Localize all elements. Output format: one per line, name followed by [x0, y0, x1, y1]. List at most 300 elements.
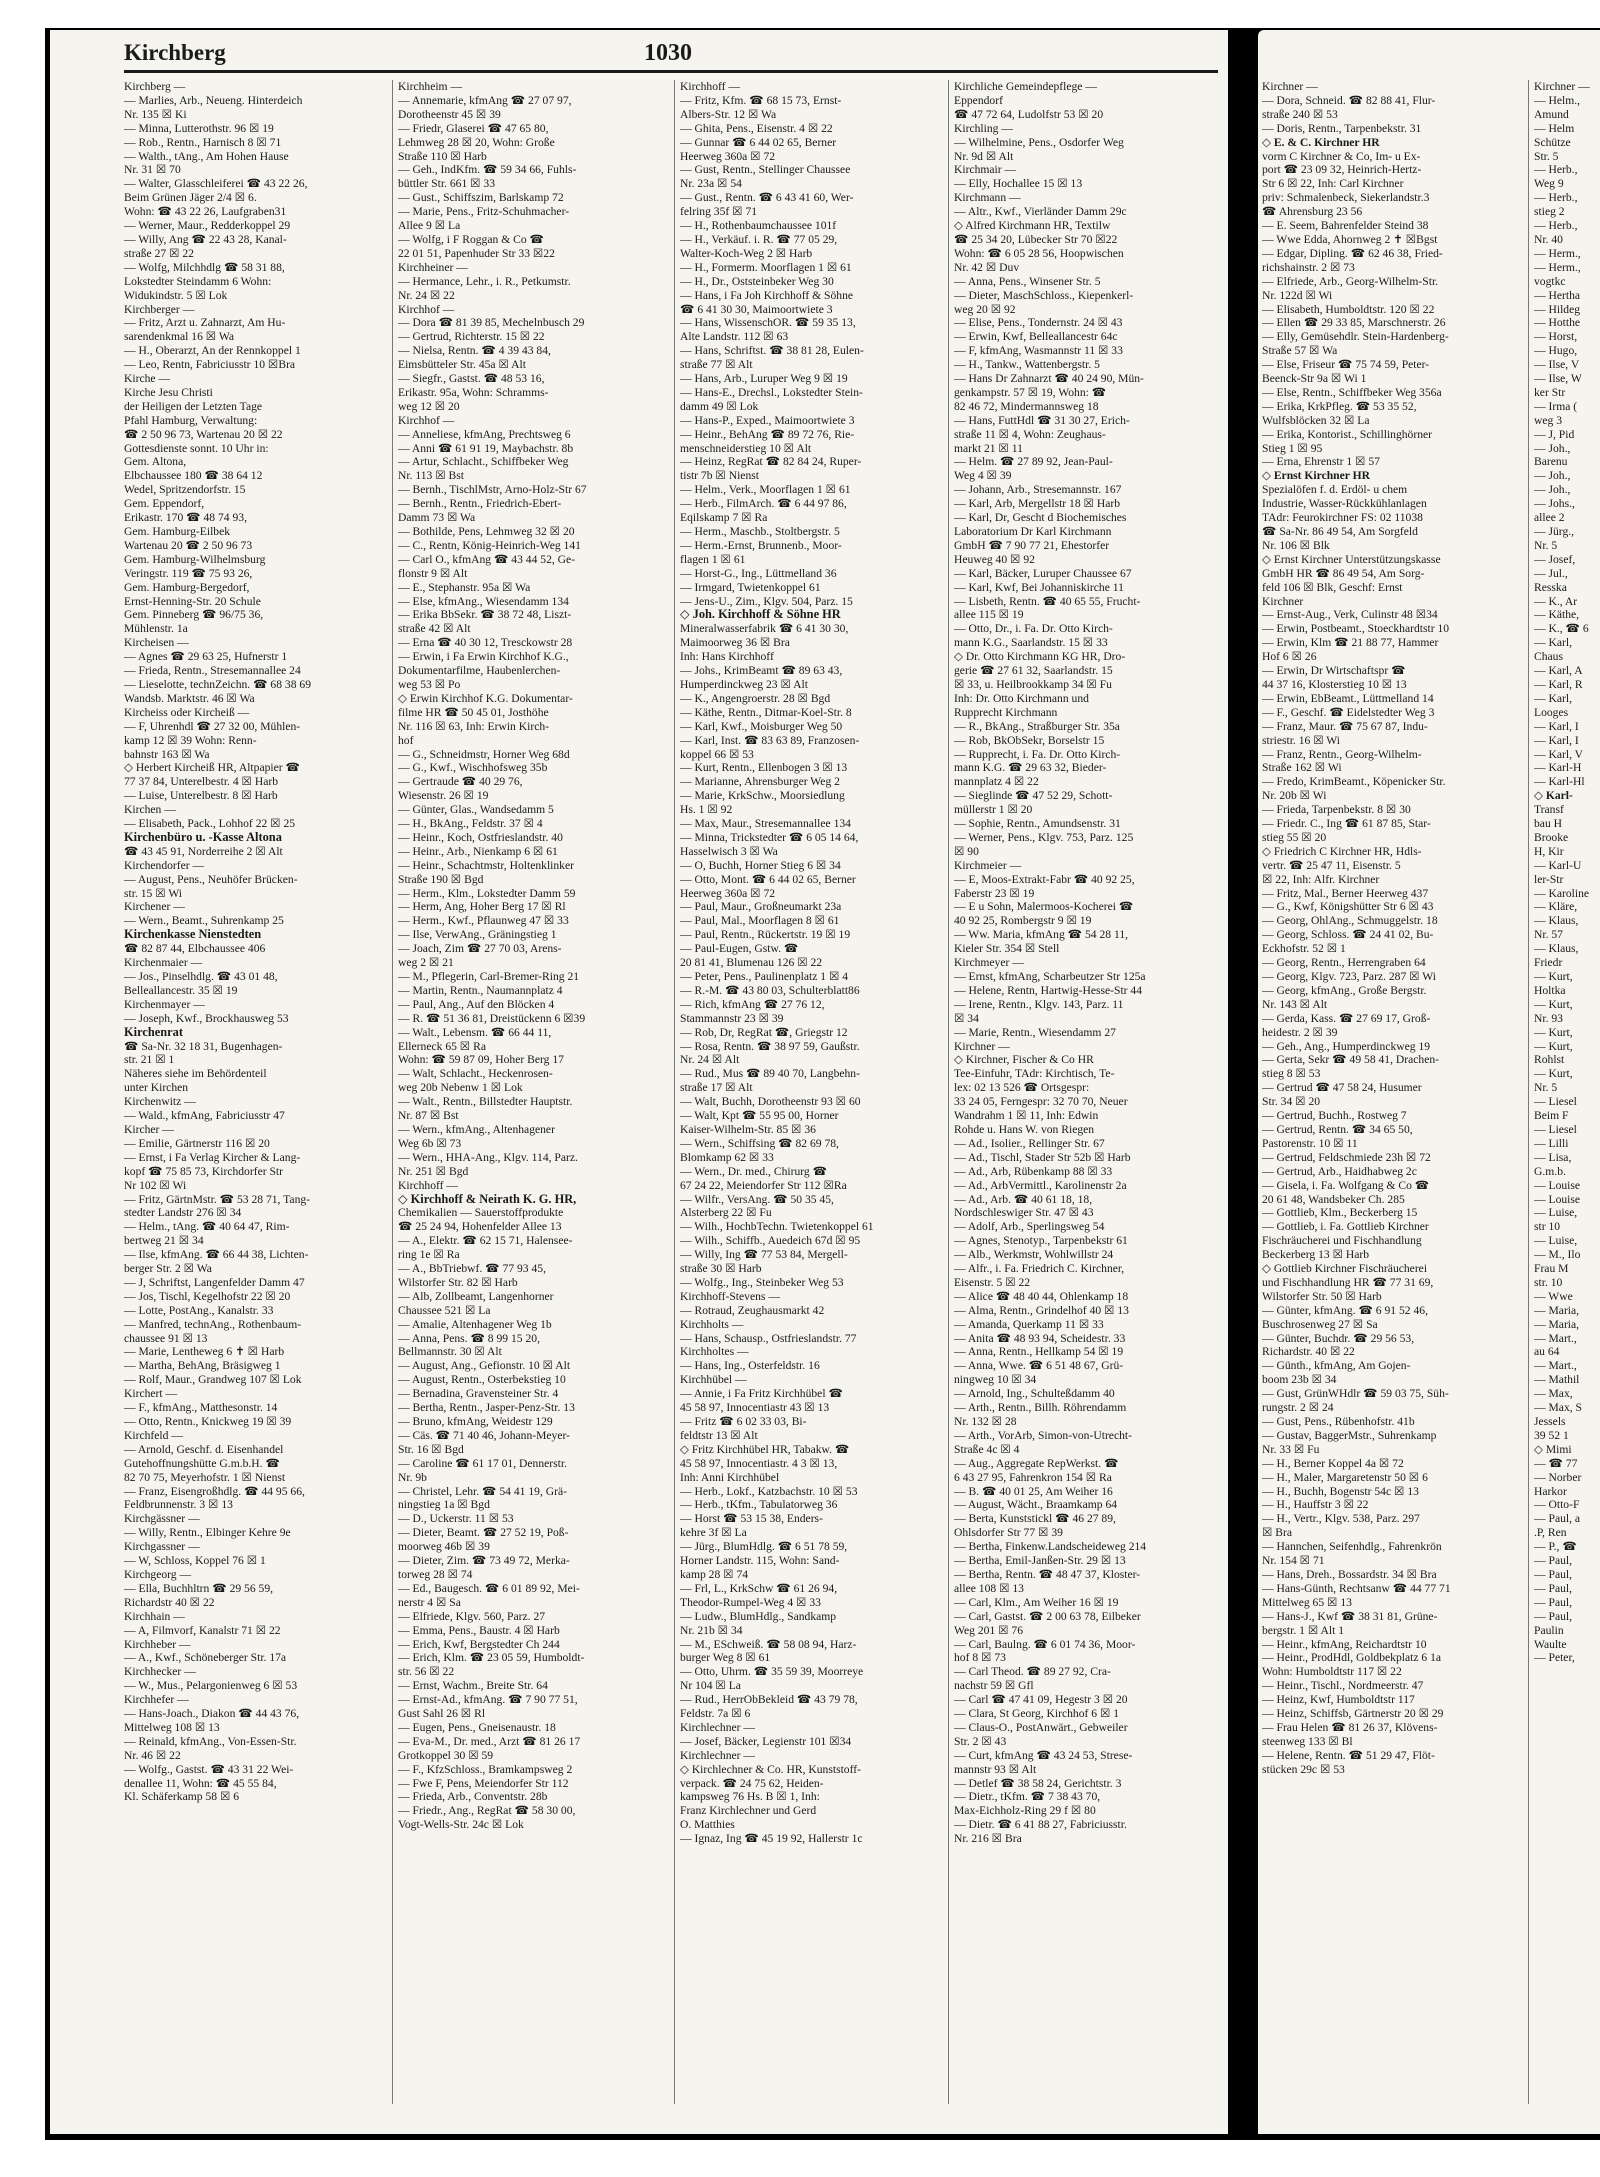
directory-entry-line: Belleallancestr. 35 ☒ 19 [124, 983, 238, 997]
directory-entry-line: müllerstr 1 ☒ 20 [954, 803, 1033, 817]
directory-entry-line: rungstr. 2 ☒ 24 [1262, 1401, 1334, 1415]
directory-entry-line: Franz Kirchlechner und Gerd [680, 1804, 817, 1818]
directory-entry-line: — Hotthe [1534, 316, 1581, 330]
directory-entry-line: Str. 16 ☒ Bgd [398, 1442, 464, 1456]
directory-entry-line: — Herb., [1534, 191, 1578, 205]
directory-entry-line: — Carl, Gastst. ☎ 2 00 63 78, Eilbeker [954, 1609, 1141, 1623]
directory-entry-line: — E u Sohn, Malermoos-Kocherei ☎ [954, 900, 1134, 914]
directory-entry-line: Straße 57 ☒ Wa [1262, 344, 1338, 358]
directory-entry-line: Stieg 1 ☒ 95 [1262, 441, 1323, 455]
directory-entry-line: — W., Mus., Pelargonienweg 6 ☒ 53 [124, 1679, 298, 1693]
directory-entry-line: mannstr 93 ☒ Alt [954, 1762, 1037, 1776]
directory-entry-line: — Hans, Dreh., Bossardstr. 34 ☒ Bra [1262, 1567, 1437, 1581]
directory-entry-line: Kirchenkasse Nienstedten [124, 928, 262, 942]
directory-entry-line: — Ella, Buchhltrn ☎ 29 56 59, [124, 1581, 274, 1595]
directory-entry-line: — Frieda, Rentn., Stresemannallee 24 [124, 664, 301, 678]
directory-entry-line: — K., Ar [1534, 594, 1578, 608]
column-divider [948, 80, 949, 2104]
directory-entry-line: — Elisabeth, Humboldtstr. 120 ☒ 22 [1262, 302, 1435, 316]
directory-entry-line: — Karl-Hl [1534, 775, 1585, 789]
directory-entry-line: 77 37 84, Unterelbestr. 4 ☒ Harb [124, 775, 278, 789]
directory-entry-line: kampsweg 76 Hs. B ☒ 1, Inh: [680, 1790, 820, 1804]
directory-entry-line: — F, kfmAng, Wasmannstr 11 ☒ 33 [954, 344, 1123, 358]
directory-entry-line: ningweg 10 ☒ 34 [954, 1373, 1037, 1387]
directory-entry-line: — Agnes ☎ 29 63 25, Hufnerstr 1 [124, 650, 288, 664]
directory-entry-line: — Gertrud, Feldschmiede 23h ☒ 72 [1262, 1150, 1431, 1164]
directory-entry-line: — August, Pens., Neuhöfer Brücken- [124, 872, 298, 886]
directory-entry-line: — Wern., HHA-Ang., Klgv. 114, Parz. [398, 1150, 578, 1164]
directory-entry-line: — Arnold, Ing., Schulteßdamm 40 [954, 1387, 1115, 1401]
directory-entry-line: — Amalie, Altenhagener Weg 1b [398, 1317, 552, 1331]
directory-entry-line: — ☎ 77 [1534, 1456, 1578, 1470]
directory-entry-line: Looges [1534, 705, 1569, 719]
directory-entry-line: heidestr. 2 ☒ 39 [1262, 1025, 1338, 1039]
directory-entry-line: Kirchmann — [954, 191, 1021, 205]
directory-entry-line: Kirchholts — [680, 1317, 744, 1331]
directory-entry-line: — Paul, Rentn., Rückertstr. 19 ☒ 19 [680, 928, 851, 942]
directory-entry-line: — Franz, Rentn., Georg-Wilhelm- [1262, 747, 1422, 761]
directory-entry-line: — Peter, Pens., Paulinenplatz 1 ☒ 4 [680, 970, 849, 983]
directory-entry-line: — Herm., Kwf., Pflaunweg 47 ☒ 33 [398, 914, 569, 928]
directory-entry-line: — Rob., Rentn., Harnisch 8 ☒ 71 [124, 135, 282, 149]
directory-entry-line: ◇ Ernst Kirchner Unterstützungskasse [1262, 552, 1441, 566]
directory-entry-line: Wiesenstr. 26 ☒ 19 [398, 789, 489, 803]
directory-entry-line: — Heinr., kfmAng, Reichardtstr 10 [1262, 1637, 1427, 1651]
directory-entry-line: — Eugen, Pens., Gneisenaustr. 18 [398, 1720, 556, 1734]
directory-entry-line: Kieler Str. 354 ☒ Stell [954, 942, 1060, 956]
directory-entry-line: boom 23b ☒ 34 [1262, 1373, 1337, 1387]
directory-entry-line: — Sieglinde ☎ 47 52 29, Schott- [954, 789, 1113, 803]
directory-entry-line: — Elfriede, Klgv. 560, Parz. 27 [398, 1609, 546, 1623]
directory-column-2 [398, 80, 668, 2122]
directory-entry-line: Waulte [1534, 1637, 1567, 1651]
directory-entry-line: — Hugo, [1534, 344, 1578, 358]
directory-entry-line: ☎ 82 87 44, Elbchaussee 406 [124, 942, 266, 956]
directory-entry-line: ☎ Ahrensburg 23 56 [1262, 205, 1363, 219]
directory-entry-line: — Hans-P., Exped., Maimoortwiete 3 [680, 413, 855, 427]
directory-entry-line: Ellerneck 65 ☒ Ra [398, 1039, 486, 1053]
directory-entry-line: — Hans, i Fa Joh Kirchhoff & Söhne [680, 288, 854, 302]
directory-entry-line: — Herm., [1534, 246, 1581, 260]
directory-entry-line: Veringstr. 119 ☎ 75 93 26, [124, 566, 253, 580]
directory-entry-line: Kirchhain — [124, 1609, 185, 1623]
directory-entry-line: allee 115 ☒ 19 [954, 608, 1024, 622]
directory-entry-line: Wohn: ☎ 6 05 28 56, Hoopwischen [954, 246, 1124, 260]
directory-entry-line: — Bernh., Rentn., Friedrich-Ebert- [398, 497, 562, 511]
directory-entry-line: — Wilfr., VersAng. ☎ 50 35 45, [680, 1192, 834, 1206]
directory-entry-line: genkampstr. 57 ☒ 19, Wohn: ☎ [954, 385, 1107, 399]
directory-entry-line: — Gertrud, Buchh., Rostweg 7 [1262, 1109, 1407, 1123]
directory-entry-line: mann K.G., Saarlandstr. 15 ☒ 33 [954, 636, 1108, 650]
directory-entry-line: stedter Landstr 276 ☒ 34 [124, 1206, 242, 1220]
directory-entry-line: — Günter, Glas., Wandsedamm 5 [398, 803, 554, 817]
directory-entry-line: — Paul, Ang., Auf den Blöcken 4 [398, 997, 555, 1011]
directory-entry-line: Kirchhefer — [124, 1693, 189, 1707]
directory-entry-line: Nr. 40 [1534, 232, 1563, 246]
directory-entry-line: straße 30 ☒ Harb [680, 1262, 762, 1276]
directory-entry-line: Kirchhoff — [680, 80, 740, 93]
directory-entry-line: — Walt, Kpt ☎ 55 95 00, Horner [680, 1109, 839, 1123]
directory-entry-line: — Friedr, Glaserei ☎ 47 65 80, [398, 121, 549, 135]
directory-entry-line: — Gottlieb, Klm., Beckerberg 15 [1262, 1206, 1418, 1220]
directory-entry-line: ningstieg 1a ☒ Bgd [398, 1498, 490, 1512]
directory-entry-line: Nr. 20b ☒ Wi [1262, 789, 1327, 803]
directory-entry-line: Nr. 132 ☒ 28 [954, 1415, 1017, 1428]
directory-entry-line: — Günter, kfmAng. ☎ 6 91 52 46, [1262, 1303, 1428, 1317]
directory-entry-line: — Lotte, PostAng., Kanalstr. 33 [124, 1303, 274, 1317]
directory-entry-line: Kirche — [124, 372, 171, 386]
directory-entry-line: — Horst-G., Ing., Lüttmelland 36 [680, 566, 837, 580]
directory-entry-line: Beckerberg 13 ☒ Harb [1262, 1248, 1370, 1262]
directory-entry-line: Erikastr. 170 ☎ 48 74 93, [124, 511, 247, 525]
directory-entry-line: — Ernst, kfmAng, Scharbeutzer Str 125a [954, 970, 1146, 983]
directory-entry-line: — Minna, Trickstedter ☎ 6 05 14 64, [680, 830, 859, 844]
directory-entry-line: — Kläre, [1534, 900, 1578, 914]
directory-entry-line: Humperdinckweg 23 ☒ Alt [680, 677, 808, 691]
directory-entry-line: O. Matthies [680, 1818, 735, 1832]
directory-entry-line: Kirchheber — [124, 1637, 191, 1651]
directory-entry-line: port ☎ 23 09 32, Heinrich-Hertz- [1262, 163, 1422, 177]
directory-entry-line: — Edgar, Dipling. ☎ 62 46 38, Fried- [1262, 246, 1443, 260]
directory-entry-line: weg 20 ☒ 92 [954, 302, 1016, 316]
directory-entry-line: ◇ Dr. Otto Kirchmann KG HR, Dro- [954, 650, 1126, 664]
directory-entry-line: Gem. Eppendorf, [124, 497, 205, 511]
directory-entry-line: — August, Ang., Gefionstr. 10 ☒ Alt [398, 1359, 571, 1373]
directory-entry-line: — Karl-U [1534, 858, 1582, 872]
directory-entry-line: Hasselwisch 3 ☒ Wa [680, 844, 778, 858]
directory-entry-line: — Gertrud, Arb., Haidhabweg 2c [1262, 1164, 1417, 1178]
directory-entry-line: — Joseph, Kwf., Brockhausweg 53 [124, 1011, 289, 1025]
directory-entry-line: — Hans-Joach., Diakon ☎ 44 43 76, [124, 1707, 300, 1721]
directory-entry-line: — Gisela, i. Fa. Wolfgang & Co ☎ [1262, 1178, 1430, 1192]
directory-entry-line: Weg 201 ☒ 76 [954, 1623, 1024, 1637]
directory-entry-line: ◇ Fritz Kirchhübel HR, Tabakw. ☎ [680, 1442, 850, 1456]
directory-entry-line: — Franz, Eisengroßhdlg. ☎ 44 95 66, [124, 1484, 305, 1498]
directory-entry-line: — Josef, Bäcker, Legienstr 101 ☒34 [680, 1734, 852, 1748]
directory-entry-line: — M., ESchweiß. ☎ 58 08 94, Harz- [680, 1637, 857, 1651]
directory-entry-line: — Otto-F [1534, 1498, 1580, 1512]
directory-entry-line: — Jürg., [1534, 525, 1575, 538]
directory-entry-line: Nr. 116 ☒ 63, Inh: Erwin Kirch- [398, 719, 549, 733]
directory-entry-line: — Karl, A [1534, 664, 1583, 678]
directory-entry-line: Nr. 113 ☒ Bst [398, 469, 465, 483]
directory-entry-line: — Fwe F, Pens, Meiendorfer Str 112 [398, 1776, 569, 1790]
directory-entry-line: — Karl, Arb, Mergellstr 18 ☒ Harb [954, 497, 1121, 511]
directory-entry-line: — E., Stephanstr. 95a ☒ Wa [398, 580, 531, 594]
directory-entry-line: — G., Kwf., Wischhofsweg 35b [398, 761, 548, 775]
directory-entry-line: Nr. 216 ☒ Bra [954, 1832, 1022, 1846]
directory-entry-line: filme HR ☎ 50 45 01, Josthöhe [398, 705, 549, 719]
directory-entry-line: — Ernst-Aug., Verk, Culinstr 48 ☒34 [1262, 608, 1438, 622]
directory-entry-line: — J, Schriftst, Langenfelder Damm 47 [124, 1275, 305, 1289]
directory-entry-line: der Heiligen der Letzten Tage [124, 399, 263, 413]
directory-entry-line: — Günth., kfmAng, Am Gojen- [1262, 1359, 1411, 1373]
directory-entry-line: — Rob, BkObSekr, Borselstr 15 [954, 733, 1105, 747]
directory-entry-line: Kirchenmayer — [124, 997, 205, 1011]
directory-entry-line: — Georg, Rentn., Herrengraben 64 [1262, 956, 1426, 970]
directory-entry-line: — K., Angengroerstr. 28 ☒ Bgd [680, 691, 831, 705]
directory-entry-line: — Friedr. C., Ing ☎ 61 87 85, Star- [1262, 817, 1431, 831]
directory-entry-line: — Dietr. ☎ 6 41 88 27, Fabriciusstr. [954, 1818, 1127, 1832]
directory-entry-line: weg 20b Nebenw 1 ☒ Lok [398, 1081, 523, 1095]
directory-entry-line: kehre 3f ☒ La [680, 1526, 747, 1540]
directory-entry-line: — Ignaz, Ing ☎ 45 19 92, Hallerstr 1c [680, 1832, 863, 1846]
directory-entry-line: Nr. 154 ☒ 71 [1262, 1554, 1325, 1568]
directory-entry-line: — Bertha, Rentn. ☎ 48 47 37, Kloster- [954, 1567, 1141, 1581]
directory-entry-line: Transf [1534, 803, 1564, 817]
directory-entry-line: Kirchenrat [124, 1025, 183, 1039]
directory-entry-line: Kirchhübel — [680, 1373, 747, 1387]
directory-entry-line: hof 8 ☒ 73 [954, 1651, 1006, 1665]
directory-entry-line: Frau M [1534, 1262, 1569, 1276]
directory-entry-line: ring 1e ☒ Ra [398, 1248, 460, 1262]
directory-entry-line: 45 58 97, Innocentiastr 43 ☒ 13 [680, 1401, 830, 1415]
directory-entry-line: Kirchner — [954, 1039, 1010, 1053]
directory-entry-line: — Käthe, Rentn., Ditmar-Koel-Str. 8 [680, 705, 852, 719]
directory-entry-line: — Elly, Gemüsehdlr. Stein-Hardenberg- [1262, 330, 1449, 344]
directory-entry-line: hof [398, 733, 414, 747]
directory-entry-line: burger Weg 8 ☒ 61 [680, 1651, 771, 1665]
directory-entry-line: Gust Sahl 26 ☒ Rl [398, 1707, 486, 1721]
directory-entry-line: Nr. 93 [1534, 1011, 1563, 1025]
directory-entry-line: — Manfred, technAng., Rothenbaum- [124, 1317, 302, 1331]
directory-entry-line: straße 11 ☒ 4, Wohn: Zeughaus- [954, 427, 1106, 441]
directory-entry-line: — Elisabeth, Pack., Lohhof 22 ☒ 25 [124, 817, 296, 831]
directory-entry-line: — Annie, i Fa Fritz Kirchhübel ☎ [680, 1387, 843, 1401]
directory-entry-line: Bellmannstr. 30 ☒ Alt [398, 1345, 502, 1359]
directory-entry-line: — Erwin, Kwf, Belleallancestr 64c [954, 330, 1118, 344]
directory-entry-line: — Liesel [1534, 1095, 1577, 1109]
directory-entry-line: Kirchhof — [398, 413, 455, 427]
directory-entry-line: Hof 6 ☒ 26 [1262, 650, 1317, 664]
directory-entry-line: Wilstorfer Str. 82 ☒ Harb [398, 1275, 518, 1289]
directory-entry-line: — Ad., Arb, Rübenkamp 88 ☒ 33 [954, 1164, 1113, 1178]
directory-entry-line: Nr. 24 ☒ Alt [680, 1053, 740, 1067]
directory-entry-line: — Wolfg., Ing., Steinbeker Weg 53 [680, 1275, 844, 1289]
directory-entry-line: — Christel, Lehr. ☎ 54 41 19, Grä- [398, 1484, 567, 1498]
directory-entry-line: — M., Pflegerin, Carl-Bremer-Ring 21 [398, 970, 580, 983]
directory-entry-line: — Gust, GrünWHdlr ☎ 59 03 75, Süh- [1262, 1387, 1449, 1401]
directory-entry-line: — Heinz, RegRat ☎ 82 84 24, Ruper- [680, 455, 862, 469]
directory-entry-line: — Herb., tKfm., Tabulatorweg 36 [680, 1498, 838, 1512]
directory-entry-line: lex: 02 13 526 ☎ Ortsgespr: [954, 1081, 1090, 1095]
directory-entry-line: — Herb., [1534, 219, 1578, 233]
directory-entry-line: — Detlef ☎ 38 58 24, Gerichtstr. 3 [954, 1776, 1122, 1790]
directory-entry-line: H, Kir [1534, 844, 1564, 858]
directory-entry-line: ◇ Friedrich C Kirchner HR, Hdls- [1262, 844, 1422, 858]
directory-entry-line: Beim Grünen Jäger 2/4 ☒ 6. [124, 191, 257, 205]
directory-entry-line: — Erika BbSekr. ☎ 38 72 48, Liszt- [398, 608, 572, 622]
directory-entry-line: — Paul, Maur., Großneumarkt 23a [680, 900, 842, 914]
directory-entry-line: — Willy, Ing ☎ 77 53 84, Mergell- [680, 1248, 848, 1262]
directory-entry-line: Weg 9 [1534, 177, 1564, 191]
directory-entry-line: straße 77 ☒ Alt [680, 358, 753, 372]
directory-entry-line: — Helm., Verk., Moorflagen 1 ☒ 61 [680, 483, 851, 497]
directory-entry-line: ☎ 2 50 96 73, Wartenau 20 ☒ 22 [124, 427, 283, 441]
directory-entry-line: Wohn: ☎ 43 22 26, Laufgraben31 [124, 205, 287, 219]
directory-entry-line: Str. 34 ☒ 20 [1262, 1095, 1321, 1109]
directory-entry-line: Mühlenstr. 1a [124, 622, 188, 636]
directory-entry-line: stieg 55 ☒ 20 [1262, 830, 1327, 844]
directory-entry-line: — Else, Rentn., Schiffbeker Weg 356a [1262, 385, 1442, 399]
directory-entry-line: Inh: Dr. Otto Kirchmann und [954, 691, 1089, 705]
directory-entry-line: 20 61 48, Wandsbeker Ch. 285 [1262, 1192, 1405, 1206]
directory-entry-line: — August, Wächt., Braamkamp 64 [954, 1498, 1118, 1512]
directory-entry-line: verpack. ☎ 24 75 62, Heiden- [680, 1776, 824, 1790]
directory-entry-line: Maimoorweg 36 ☒ Bra [680, 636, 790, 650]
directory-entry-line: Horner Landstr. 115, Wohn: Sand- [680, 1554, 840, 1568]
directory-entry-line: Kirchendorfer — [124, 858, 205, 872]
directory-entry-line: feld 106 ☒ Blk, Geschf: Ernst [1262, 580, 1403, 594]
directory-entry-line: — Artur, Schlacht., Schiffbeker Weg [398, 455, 569, 469]
directory-entry-line: berger Str. 2 ☒ Wa [124, 1262, 212, 1276]
directory-entry-line: straße 42 ☒ Alt [398, 622, 471, 636]
directory-entry-line: Kirchhof — [398, 302, 455, 316]
directory-entry-line: weg 3 [1534, 413, 1563, 427]
directory-entry-line: Kirchheim — [398, 80, 463, 93]
directory-entry-line: Kirchenmaier — [124, 956, 203, 970]
directory-entry-line: — Adolf, Arb., Sperlingsweg 54 [954, 1220, 1105, 1234]
directory-entry-line: — O, Buchh, Horner Stieg 6 ☒ 34 [680, 858, 841, 872]
directory-entry-line: — Alb, Zollbeamt, Langenhorner [398, 1289, 554, 1303]
directory-entry-line: — H., Maler, Margaretenstr 50 ☒ 6 [1262, 1470, 1428, 1484]
directory-entry-line: — Jürg., BlumHdlg. ☎ 6 51 78 59, [680, 1540, 848, 1554]
directory-entry-line: — R. ☎ 51 36 81, Dreistückenn 6 ☒39 [398, 1011, 586, 1025]
directory-entry-line: — Helm., tAng. ☎ 40 64 47, Rim- [124, 1220, 290, 1234]
directory-entry-line: ◇ Ernst Kirchner HR [1262, 469, 1371, 483]
directory-entry-line: — Rob, Dr, RegRat ☎, Griegstr 12 [680, 1025, 848, 1039]
directory-entry-line: — Maria, [1534, 1317, 1580, 1331]
directory-entry-line: — Gunnar ☎ 6 44 02 65, Berner [680, 135, 837, 149]
directory-entry-line: — Erwin, i Fa Erwin Kirchhof K.G., [398, 650, 569, 664]
directory-entry-line: — Hans, WissenschOR. ☎ 59 35 13, [680, 316, 856, 330]
directory-entry-line: Chaus [1534, 650, 1563, 664]
directory-entry-line: — Bernadina, Gravensteiner Str. 4 [398, 1387, 559, 1401]
directory-entry-line: — Friedr., Ang., RegRat ☎ 58 30 00, [398, 1804, 576, 1818]
directory-entry-line: ☒ Bra [1262, 1526, 1293, 1540]
directory-entry-line: 20 81 41, Blumenau 126 ☒ 22 [680, 956, 823, 970]
directory-entry-line: — Dieter, Beamt. ☎ 27 52 19, Poß- [398, 1526, 569, 1540]
directory-entry-line: — Erwin, Klm ☎ 21 88 77, Hammer [1262, 636, 1439, 650]
directory-entry-line: 82 46 72, Mindermannsweg 18 [954, 399, 1099, 413]
directory-entry-line: — Maria, [1534, 1303, 1580, 1317]
directory-entry-line: — Anneliese, kfmAng, Prechtsweg 6 [398, 427, 571, 441]
directory-entry-line: kamp 28 ☒ 74 [680, 1567, 749, 1581]
directory-entry-line: straße 17 ☒ Alt [680, 1081, 753, 1095]
directory-entry-line: — Gertrud, Rentn. ☎ 34 65 50, [1262, 1122, 1413, 1136]
directory-entry-line: bergstr. 1 ☒ Alt 1 [1262, 1623, 1344, 1637]
directory-entry-line: Nr. 9d ☒ Alt [954, 149, 1014, 163]
directory-entry-line: — Herm.-Ernst, Brunnenb., Moor- [680, 538, 842, 552]
directory-entry-line: Erikastr. 95a, Wohn: Schramms- [398, 385, 549, 399]
directory-entry-line: ◇ Kirchner, Fischer & Co HR [954, 1053, 1094, 1067]
directory-entry-line: denallee 11, Wohn: ☎ 45 55 84, [124, 1776, 277, 1790]
directory-entry-line: — Karl, I [1534, 733, 1579, 747]
directory-entry-line: — Fredo, KrimBeamt., Köpenicker Str. [1262, 775, 1446, 789]
directory-entry-line: — Walt, Buchh, Dorotheenstr 93 ☒ 60 [680, 1095, 861, 1109]
directory-entry-line: — Max, [1534, 1387, 1573, 1401]
directory-entry-line: — Arnold, Geschf. d. Eisenhandel [124, 1442, 284, 1456]
directory-entry-line: — Irmgard, Twietenkoppel 61 [680, 580, 821, 594]
directory-entry-line: G.m.b. [1534, 1164, 1566, 1178]
directory-entry-line: feldtstr 13 ☒ Alt [680, 1428, 758, 1442]
directory-entry-line: Mineralwasserfabrik ☎ 6 41 30 30, [680, 622, 849, 636]
directory-entry-line: — Ad., ArbVermittl., Karolinenstr 2a [954, 1178, 1127, 1192]
directory-entry-line: — Herm, Ang, Hoher Berg 17 ☒ Rl [398, 900, 566, 914]
directory-entry-line: — Hans-Günth, Rechtsanw ☎ 44 77 71 [1262, 1581, 1451, 1595]
directory-entry-line: Chaussee 521 ☒ La [398, 1303, 491, 1317]
directory-entry-line: — Rotraud, Zeughausmarkt 42 [680, 1303, 825, 1317]
directory-entry-line: bertweg 21 ☒ 34 [124, 1234, 204, 1248]
directory-entry-line: Beim F [1534, 1109, 1569, 1123]
directory-entry-line: — Mart., [1534, 1359, 1577, 1373]
directory-entry-line: Kirchhoff — [398, 1178, 458, 1192]
directory-entry-line: Kirche Jesu Christi [124, 385, 213, 399]
directory-entry-line: ☒ 90 [954, 844, 979, 858]
directory-entry-line: — Herm., Maschb., Stoltbergstr. 5 [680, 525, 840, 538]
directory-entry-line: Feldbrunnenstr. 3 ☒ 13 [124, 1498, 233, 1512]
directory-entry-line: — Karl, Inst. ☎ 83 63 89, Franzosen- [680, 733, 860, 747]
directory-entry-line: — Georg, Schloss. ☎ 24 41 02, Bu- [1262, 928, 1434, 942]
directory-entry-line: Damm 73 ☒ Wa [398, 511, 476, 525]
directory-entry-line: Ernst-Henning-Str. 20 Schule [124, 594, 261, 608]
directory-entry-line: — Helm. ☎ 27 89 92, Jean-Paul- [954, 455, 1113, 469]
directory-entry-line: — Wilhelmine, Pens., Osdorfer Weg [954, 135, 1124, 149]
directory-entry-line: — E. Seem, Bahrenfelder Steind 38 [1262, 219, 1429, 233]
directory-entry-line: Kirchmeier — [954, 858, 1022, 872]
directory-entry-line: — Lieselotte, technZeichn. ☎ 68 38 69 [124, 677, 312, 691]
directory-entry-line: — B. ☎ 40 01 25, Am Weiher 16 [954, 1484, 1113, 1498]
directory-entry-line: — Frl, L., KrkSchw ☎ 61 26 94, [680, 1581, 838, 1595]
directory-entry-line: — Wilh., Schiffb., Auedeich 67d ☒ 95 [680, 1234, 861, 1248]
directory-entry-line: — Josef, [1534, 552, 1576, 566]
directory-entry-line: ☎ Sa-Nr. 86 49 54, Am Sorgfeld [1262, 525, 1418, 538]
directory-entry-line: — Erwin, Dr Wirtschaftspr ☎ [1262, 664, 1406, 678]
directory-entry-line: stieg 8 ☒ 53 [1262, 1067, 1321, 1081]
directory-entry-line: Wilstorfer Str. 50 ☒ Harb [1262, 1289, 1382, 1303]
directory-entry-line: 44 37 16, Klosterstieg 10 ☒ 13 [1262, 677, 1407, 691]
directory-entry-line: — Dieter, MaschSchloss., Kiepenkerl- [954, 288, 1134, 302]
directory-entry-line: Gem. Pinneberg ☎ 96/75 36, [124, 608, 264, 622]
directory-entry-line: — Bertha, Finkenw.Landscheideweg 214 [954, 1540, 1147, 1554]
directory-entry-line: — Willy, Ang ☎ 22 43 28, Kanal- [124, 232, 287, 246]
directory-entry-line: — Lisa, [1534, 1150, 1572, 1164]
directory-entry-line: — Kurt, [1534, 997, 1573, 1011]
directory-entry-line: — G., Kwf, Königshütter Str 6 ☒ 43 [1262, 900, 1434, 914]
directory-entry-line: Eqilskamp 7 ☒ Ra [680, 511, 768, 525]
directory-entry-line: — Else, kfmAng., Wiesendamm 134 [398, 594, 569, 608]
directory-entry-line: Kirchgeorg — [124, 1567, 192, 1581]
directory-entry-line: — Horst, [1534, 330, 1578, 344]
directory-entry-line: — Wern., kfmAng., Altenhagener [398, 1122, 555, 1136]
directory-entry-line: Gem. Altona, [124, 455, 187, 469]
directory-entry-line: — Günter, Buchdr. ☎ 29 56 53, [1262, 1331, 1415, 1345]
directory-entry-line: 6 43 27 95, Fahrenkron 154 ☒ Ra [954, 1470, 1112, 1484]
directory-entry-line: — Ghita, Pens., Eisenstr. 4 ☒ 22 [680, 121, 833, 135]
directory-entry-line: — Hans, Schausp., Ostfrieslandstr. 77 [680, 1331, 857, 1345]
directory-entry-line: — Elly, Hochallee 15 ☒ 13 [954, 177, 1083, 191]
directory-entry-line: — Joh., [1534, 441, 1571, 455]
directory-entry-line: weg 53 ☒ Po [398, 677, 461, 691]
directory-entry-line: priv: Schmalenbeck, Siekerlandstr.3 [1262, 191, 1430, 205]
directory-entry-line: Kircheiss oder Kircheiß — [124, 705, 250, 719]
directory-entry-line: — Ww. Maria, kfmAng ☎ 54 28 11, [954, 928, 1129, 942]
directory-entry-line: — Wern., Beamt., Suhrenkamp 25 [124, 914, 284, 928]
directory-entry-line: — Carl Theod. ☎ 89 27 92, Cra- [954, 1665, 1111, 1679]
directory-entry-line: — D., Uckerstr. 11 ☒ 53 [398, 1512, 514, 1526]
directory-entry-line: Kirchen — [124, 803, 176, 817]
directory-entry-line: — Aug., Aggregate RepWerkst. ☎ [954, 1456, 1119, 1470]
